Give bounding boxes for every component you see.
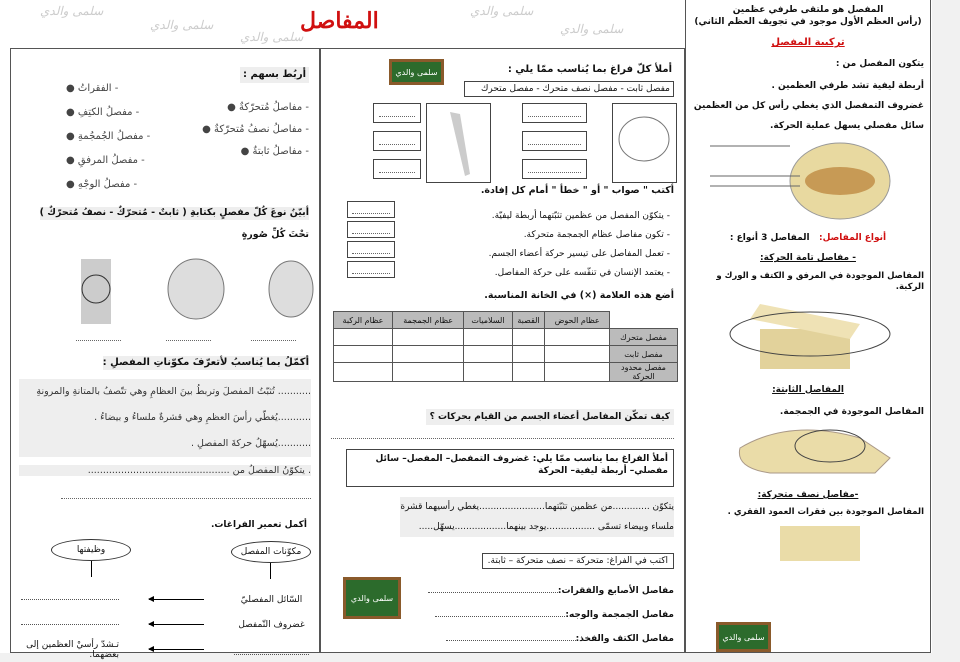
statements-list — [489, 207, 670, 283]
table-cell[interactable] — [392, 363, 463, 382]
bullet-dot[interactable]: ● — [240, 146, 250, 157]
answer-line[interactable] — [61, 489, 311, 499]
page-title: المفاصل — [300, 8, 379, 34]
arrow-icon — [149, 599, 204, 600]
arrow-icon — [149, 624, 204, 625]
knee-joint-image — [690, 294, 930, 374]
middle-column — [320, 48, 685, 653]
question-heading: أضع هذه العلامة (×) في الخانة المناسبة. — [484, 290, 674, 301]
bullet-dot[interactable]: ● — [66, 83, 75, 94]
answer-box[interactable] — [522, 131, 587, 151]
bullet-dot[interactable]: ● — [66, 131, 75, 142]
statement: - يتكوّن المفصل من عظمين تثبّتهما أربطة ليفيّة. — [491, 211, 670, 221]
table-cell[interactable] — [512, 363, 545, 382]
watermark: سلمى والدي — [150, 18, 214, 32]
joint-images — [71, 254, 321, 334]
structure-heading: تركيبة المفصل — [771, 37, 845, 49]
answer-line[interactable] — [166, 331, 211, 341]
right-column — [685, 0, 931, 653]
question-heading: أكتب " صواب " أو " خطأ " أمام كل إفادة. — [480, 185, 674, 196]
answer-line[interactable] — [76, 331, 121, 341]
table-cell[interactable] — [545, 363, 610, 382]
logo-board: سلمى والدي — [716, 622, 771, 652]
watermark: سلمى والدي — [470, 4, 534, 18]
left-column — [10, 48, 320, 660]
type-description: المفاصل الموجودة في الجمجمة. — [779, 406, 924, 417]
answer-box[interactable] — [373, 159, 421, 179]
structure-item: سائل مفصلي يسهل عملية الحركة. — [769, 121, 924, 132]
row-header: مفصل محدود الحركة — [610, 363, 678, 382]
components-rows — [21, 587, 309, 662]
consists-label: يتكون المفصل من : — [835, 58, 924, 69]
match-column-a — [202, 97, 309, 163]
table-cell[interactable] — [545, 346, 610, 363]
type-description: المفاصل الموجودة في المرفق و الكتف و الورك و الركبة. — [716, 270, 924, 293]
table-cell[interactable] — [334, 363, 393, 382]
arm-image — [426, 103, 491, 183]
types-label: أنواع المفاصل: — [818, 233, 887, 244]
fill-line[interactable]: يتكوّن .............من عظمين تثبّتهما.......................يغطي رأسيهما قشرة — [400, 502, 674, 512]
match-item: - مفصلُ الوجْهِ — [77, 179, 138, 190]
table-cell[interactable] — [512, 346, 545, 363]
answer-line[interactable] — [331, 429, 674, 439]
match-item: - مفاصلُ ثابتةٌ — [252, 146, 309, 157]
answer-line[interactable] — [234, 645, 309, 655]
skull-outline-image — [612, 103, 677, 183]
fill-line[interactable]: ........... تُثبّتُ المفصلَ وتربطُ بينَ العظامِ وهي تتّصفُ بالمتانةِ والمرونةِ — [36, 386, 311, 397]
question-heading: أكمل تعمير الفراغات. — [210, 520, 307, 530]
row-header: مفصل متحرك — [610, 329, 678, 346]
components-ellipse: مكوّنات المفصل — [231, 541, 311, 563]
skull-image — [690, 418, 930, 483]
answer-line[interactable] — [435, 616, 565, 617]
answer-box[interactable] — [347, 201, 395, 218]
statement: - يعتمد الإنسان في تنفّسه على حركة المفاصل. — [494, 268, 670, 278]
bullet-dot[interactable]: ● — [227, 102, 236, 113]
structure-item: غضروف التمفصل الذي يغطي رأس كل من العظمين — [693, 101, 924, 112]
bullet-dot[interactable]: ● — [66, 179, 75, 190]
answer-box[interactable] — [347, 241, 395, 258]
answer-box[interactable] — [522, 159, 587, 179]
fill-line[interactable]: ...........يُغطّي رأسَ العظمِ وهي قشرةٌ ملساءُ و بيضاءُ . — [94, 412, 311, 423]
type-heading: - مفاصل تامة الحركة: — [760, 253, 856, 264]
table-header: عظام الحوض — [545, 312, 610, 329]
joint-label: مفاصل الجمجمة والوجه: — [565, 610, 674, 620]
true-false-boxes — [347, 201, 395, 278]
types-count: المفاصل 3 أنواع : — [729, 233, 810, 244]
answer-box[interactable] — [347, 261, 395, 278]
table-header: السلاميات — [464, 312, 512, 329]
joint-label: مفاصل الأصابع والفقرات: — [557, 586, 674, 596]
match-item: - مفصلُ الكتِفِ — [77, 107, 140, 118]
joint-label: مفاصل الكتف والفخذ: — [575, 634, 674, 644]
table-cell[interactable] — [334, 329, 393, 346]
logo-board: سلمى والدي — [389, 59, 444, 85]
table-cell[interactable] — [392, 329, 463, 346]
type-heading: المفاصل الثابتة: — [772, 384, 844, 395]
table-cell[interactable] — [392, 346, 463, 363]
fill-line[interactable]: ملساء وبيضاء تسمّى .................يوجد بينهما..................يسهّل..... — [418, 522, 674, 532]
jaw-image — [269, 261, 313, 317]
function-label: تـشدّ رأسيْ العظمين إلى بعضهما. — [26, 639, 119, 660]
classification-table — [333, 311, 678, 382]
knee-image — [81, 259, 111, 324]
table-header: عظام الركبة — [334, 312, 393, 329]
answer-line[interactable] — [21, 599, 119, 600]
match-item: - مفاصلُ نصفُ مُتحرّكةٌ — [214, 124, 309, 135]
table-cell[interactable] — [334, 346, 393, 363]
answer-line[interactable] — [251, 331, 296, 341]
answer-box[interactable] — [373, 131, 421, 151]
bullet-dot[interactable]: ● — [66, 107, 75, 118]
word-bank-box: اكتب في الفراغ: متحركة – نصف متحركة – ثابتة. — [482, 553, 674, 569]
answer-box[interactable] — [522, 103, 587, 123]
question-heading: أبيّنُ نوعَ كُلّ مفصلٍ بكتابةِ ( ثابتٌ - مُتحرّكٌ - نصفُ مُتحرّكٌ ) — [39, 207, 309, 218]
match-item: - مفصلُ المرفقِ — [77, 155, 145, 166]
watermark: سلمى والدي — [40, 4, 104, 18]
question-heading: أربُط بسهم : — [240, 67, 309, 83]
table-cell[interactable] — [464, 346, 512, 363]
table-header: عظام الجمجمة — [392, 312, 463, 329]
answer-box[interactable] — [373, 103, 421, 123]
fill-line[interactable]: ...........يُسهّلُ حركةَ المفصلِ . — [191, 438, 311, 449]
answer-line[interactable] — [446, 640, 576, 641]
component-label: غضروف التّمفصل — [238, 619, 305, 630]
watermark: سلمى والدي — [240, 30, 304, 44]
statement: - تكون مفاصل عظام الجمجمة متحركة. — [523, 230, 670, 240]
table-cell[interactable] — [464, 363, 512, 382]
options-box: مفصل ثابت - مفصل نصف متحرك - مفصل متحرك — [464, 81, 674, 97]
table-cell[interactable] — [464, 329, 512, 346]
word-bank-box: أملأ الفراغ بما يناسب ممّا يلي: غضروف التمفصل– المفصل– سائل مفصلي– أربطة ليفية– الحركة — [346, 449, 674, 487]
match-item: - مفاصلُ مُتحرّكةٌ — [239, 102, 309, 113]
match-item: - الفقراتُ — [77, 83, 119, 94]
table-cell[interactable] — [545, 329, 610, 346]
answer-box[interactable] — [347, 221, 395, 238]
question-heading: أملأ كلّ فراغ بما يُناسب ممّا يلي : — [507, 64, 672, 75]
match-column-b — [66, 77, 150, 197]
bullet-dot[interactable]: ● — [66, 155, 75, 166]
arrow-icon — [149, 649, 204, 650]
table-cell[interactable] — [512, 329, 545, 346]
definition: المفصل هو ملتقى طرفي عظمين — [732, 5, 884, 15]
question-heading: أكمّلُ بما يُناسبُ لأتعرّفَ مكوّناتِ المفصلِ : — [102, 357, 309, 368]
table-header: القصبة — [512, 312, 545, 329]
spine-image — [690, 518, 930, 563]
structure-item: أربطة ليفية تشد طرفي العظمين . — [771, 80, 924, 91]
match-item: - مفصلُ الجُمجُمةِ — [77, 131, 151, 142]
fill-blanks — [400, 497, 674, 537]
type-heading: -مفاصل نصف متحركة: — [757, 489, 859, 500]
question-heading: تحْتَ كُلِّ صُورةٍ — [241, 229, 309, 240]
watermark: سلمى والدي — [560, 22, 624, 36]
row-header: مفصل ثابت — [610, 346, 678, 363]
question-heading: كيف تمكّن المفاصل أعضاء الجسم من القيام بحركات ؟ — [426, 409, 674, 425]
fill-line[interactable]: . يتكوّنُ المفصلُ من ............................................... — [19, 465, 311, 476]
components-fill — [19, 379, 311, 457]
joint-diagram-image — [690, 136, 930, 226]
component-label: السّائل المفصليّ — [240, 594, 303, 605]
type-description: المفاصل الموجودة بين فقرات العمود الفقري . — [727, 506, 924, 517]
statement: - تعمل المفاصل على تيسير حركة أعضاء الجسم. — [488, 249, 670, 259]
joint-type-list — [428, 579, 674, 651]
skull-image — [168, 259, 224, 319]
logo-board: سلمى والدي — [343, 577, 401, 619]
bullet-dot[interactable]: ● — [202, 124, 211, 135]
answer-line[interactable] — [428, 592, 558, 593]
answer-line[interactable] — [21, 624, 119, 625]
function-ellipse: وظيفتها — [51, 539, 131, 561]
definition-note: (رأس العظم الأول موجود في تجويف العظم الثاني) — [694, 17, 922, 28]
